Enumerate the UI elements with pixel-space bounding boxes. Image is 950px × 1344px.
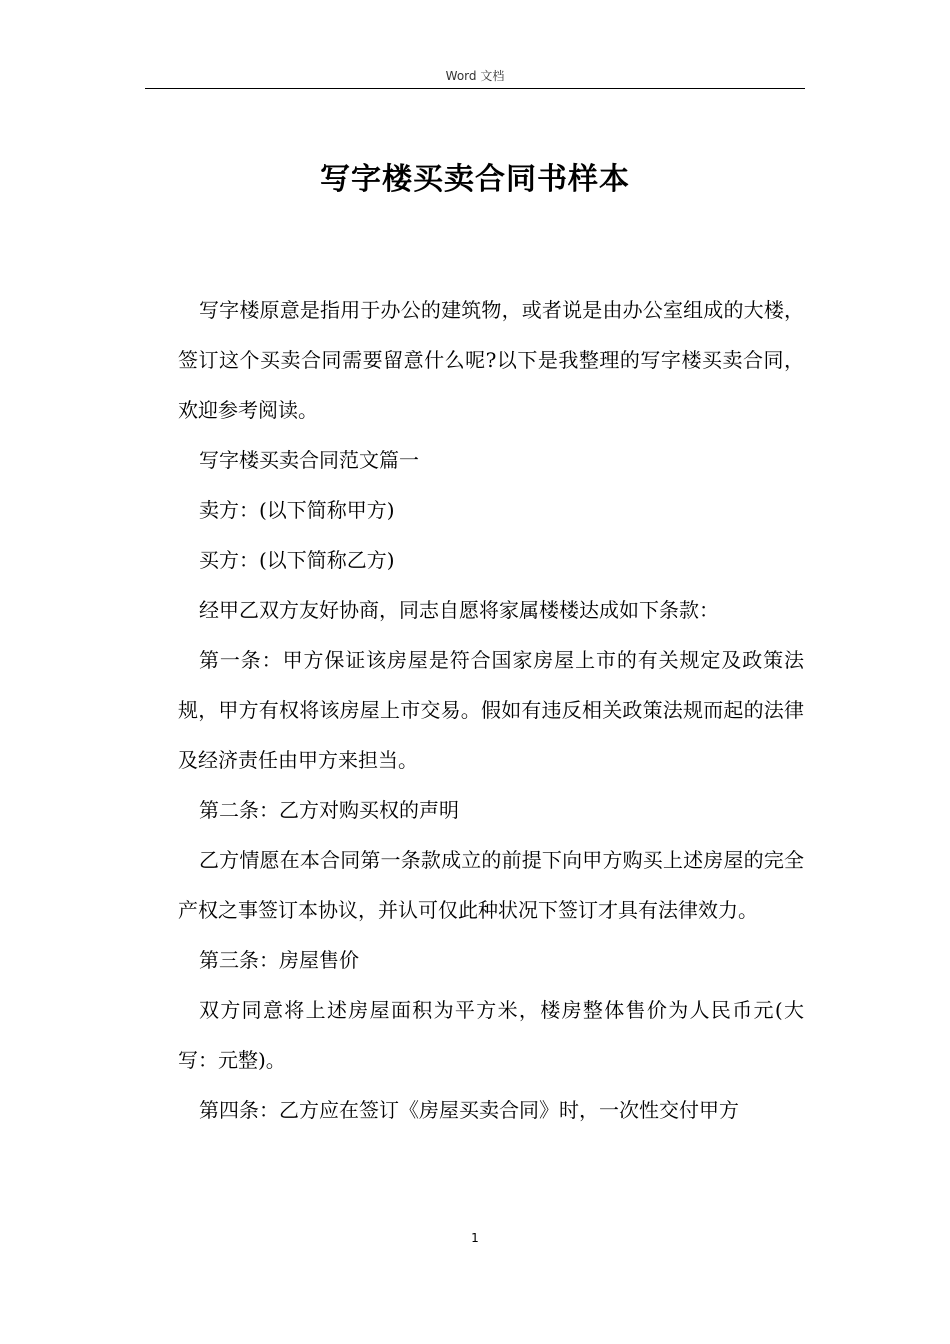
page-header: [145, 66, 805, 89]
page-number: 1: [471, 1231, 479, 1245]
document-title: 写字楼买卖合同书样本: [320, 162, 630, 197]
paragraph-clause-3-body: 双方同意将上述房屋面积为平方米，楼房整体售价为人民币元(大写：元整)。: [178, 998, 804, 1072]
paragraph-clause-1: 第一条：甲方保证该房屋是符合国家房屋上市的有关规定及政策法规，甲方有权将该房屋上市交易。假如有违反相关政策法规而起的法律及经济责任由甲方来担当。: [178, 648, 804, 772]
paragraph-buyer: 买方：(以下简称乙方): [199, 548, 395, 572]
paragraph-seller: 卖方：(以下简称甲方): [199, 498, 395, 522]
paragraph-clause-2-heading: 第二条：乙方对购买权的声明: [199, 798, 459, 822]
header-text: Word 文档: [445, 69, 505, 83]
paragraph-intro: 写字楼原意是指用于办公的建筑物，或者说是由办公室组成的大楼，签订这个买卖合同需要留意什么呢?以下是我整理的写字楼买卖合同，欢迎参考阅读。: [178, 298, 804, 422]
paragraph-clause-3-heading: 第三条：房屋售价: [199, 948, 359, 972]
paragraph-clause-2-body: 乙方情愿在本合同第一条款成立的前提下向甲方购买上述房屋的完全产权之事签订本协议，并认可仅此种状况下签订才具有法律效力。: [178, 848, 804, 922]
paragraph-agreement: 经甲乙双方友好协商，同志自愿将家属楼楼达成如下条款：: [199, 598, 719, 622]
document-body: [178, 285, 804, 1135]
paragraph-heading: 写字楼买卖合同范文篇一: [199, 448, 419, 472]
paragraph-clause-4: 第四条：乙方应在签订《房屋买卖合同》时，一次性交付甲方: [199, 1098, 739, 1122]
